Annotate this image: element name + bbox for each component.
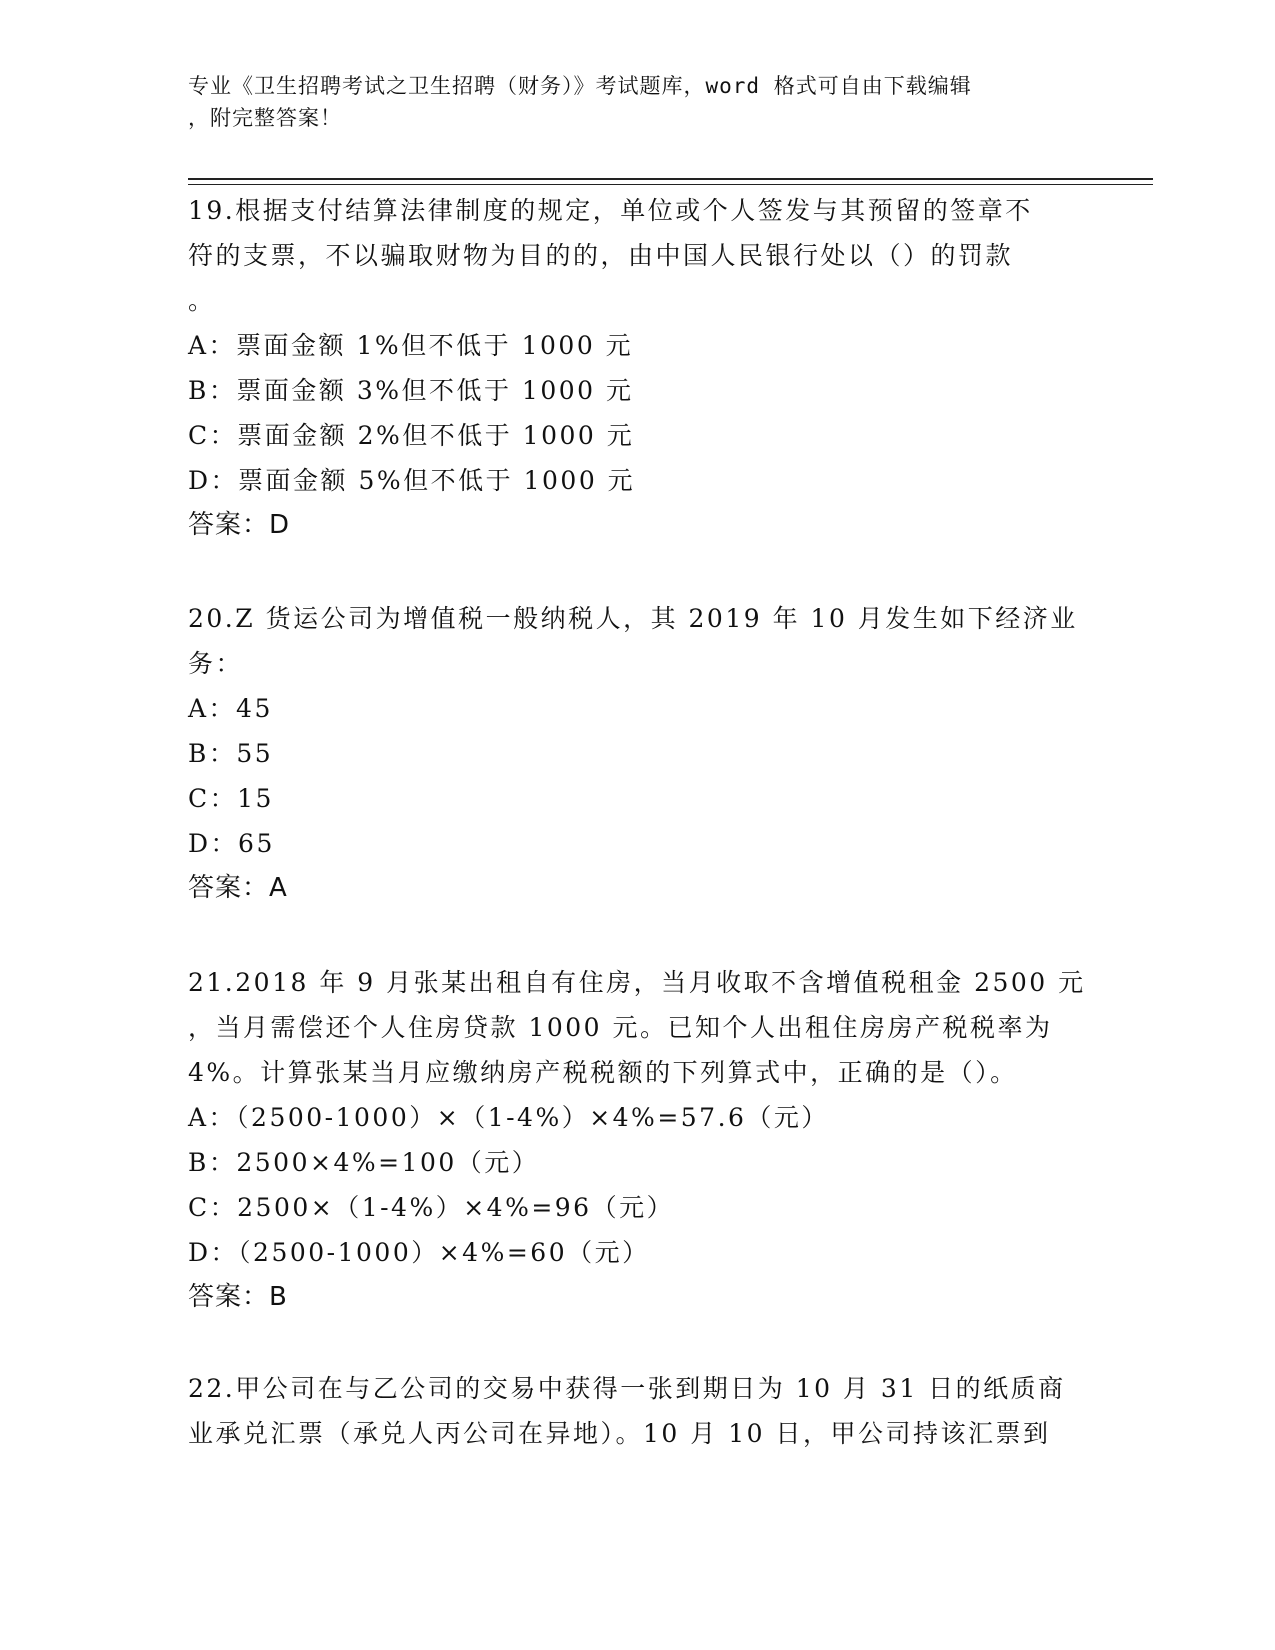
question-stem-line: 21.2018 年 9 月张某出租自有住房，当月收取不含增值税租金 2500 元 [188, 968, 1086, 997]
question-stem-line: 。 [188, 286, 216, 315]
document-header [188, 70, 1068, 134]
question-20 [188, 596, 1088, 911]
option-b: B：票面金额 3%但不低于 1000 元 [188, 376, 634, 405]
header-line-2: ，附完整答案！ [188, 106, 342, 130]
header-divider-thin [188, 184, 1153, 185]
question-stem-line: 20.Z 货运公司为增值税一般纳税人，其 2019 年 10 月发生如下经济业 [188, 604, 1078, 633]
question-stem-line: ，当月需偿还个人住房贷款 1000 元。已知个人出租住房房产税税率为 [188, 1013, 1053, 1042]
question-stem-line: 务： [188, 649, 244, 678]
option-c: C：票面金额 2%但不低于 1000 元 [188, 421, 635, 450]
question-19 [188, 188, 1088, 548]
option-a: A：（2500-1000）×（1-4%）×4%=57.6（元） [188, 1103, 829, 1132]
option-d: D：票面金额 5%但不低于 1000 元 [188, 466, 636, 495]
question-stem-line: 4%。计算张某当月应缴纳房产税税额的下列算式中，正确的是（）。 [188, 1058, 1018, 1087]
option-a: A：45 [188, 694, 273, 723]
option-d: D：65 [188, 829, 275, 858]
question-stem-line: 22.甲公司在与乙公司的交易中获得一张到期日为 10 月 31 日的纸质商 [188, 1374, 1066, 1403]
header-line-1: 专业《卫生招聘考试之卫生招聘（财务）》考试题库，word 格式可自由下载编辑 [188, 74, 972, 98]
question-21 [188, 960, 1088, 1320]
option-b: B：2500×4%=100（元） [188, 1148, 540, 1177]
answer-line: 答案：D [188, 510, 291, 540]
question-22 [188, 1366, 1088, 1456]
header-divider-thick [188, 178, 1153, 180]
option-d: D：（2500-1000）×4%=60（元） [188, 1238, 650, 1267]
answer-line: 答案：A [188, 873, 288, 903]
question-stem-line: 19.根据支付结算法律制度的规定，单位或个人签发与其预留的签章不 [188, 196, 1033, 225]
option-c: C：15 [188, 784, 274, 813]
option-c: C：2500×（1-4%）×4%=96（元） [188, 1193, 675, 1222]
option-a: A：票面金额 1%但不低于 1000 元 [188, 331, 634, 360]
option-b: B：55 [188, 739, 274, 768]
question-stem-line: 符的支票，不以骗取财物为目的的，由中国人民银行处以（）的罚款 [188, 241, 1014, 270]
question-stem-line: 业承兑汇票（承兑人丙公司在异地）。10 月 10 日，甲公司持该汇票到 [188, 1419, 1051, 1448]
answer-line: 答案：B [188, 1282, 288, 1312]
